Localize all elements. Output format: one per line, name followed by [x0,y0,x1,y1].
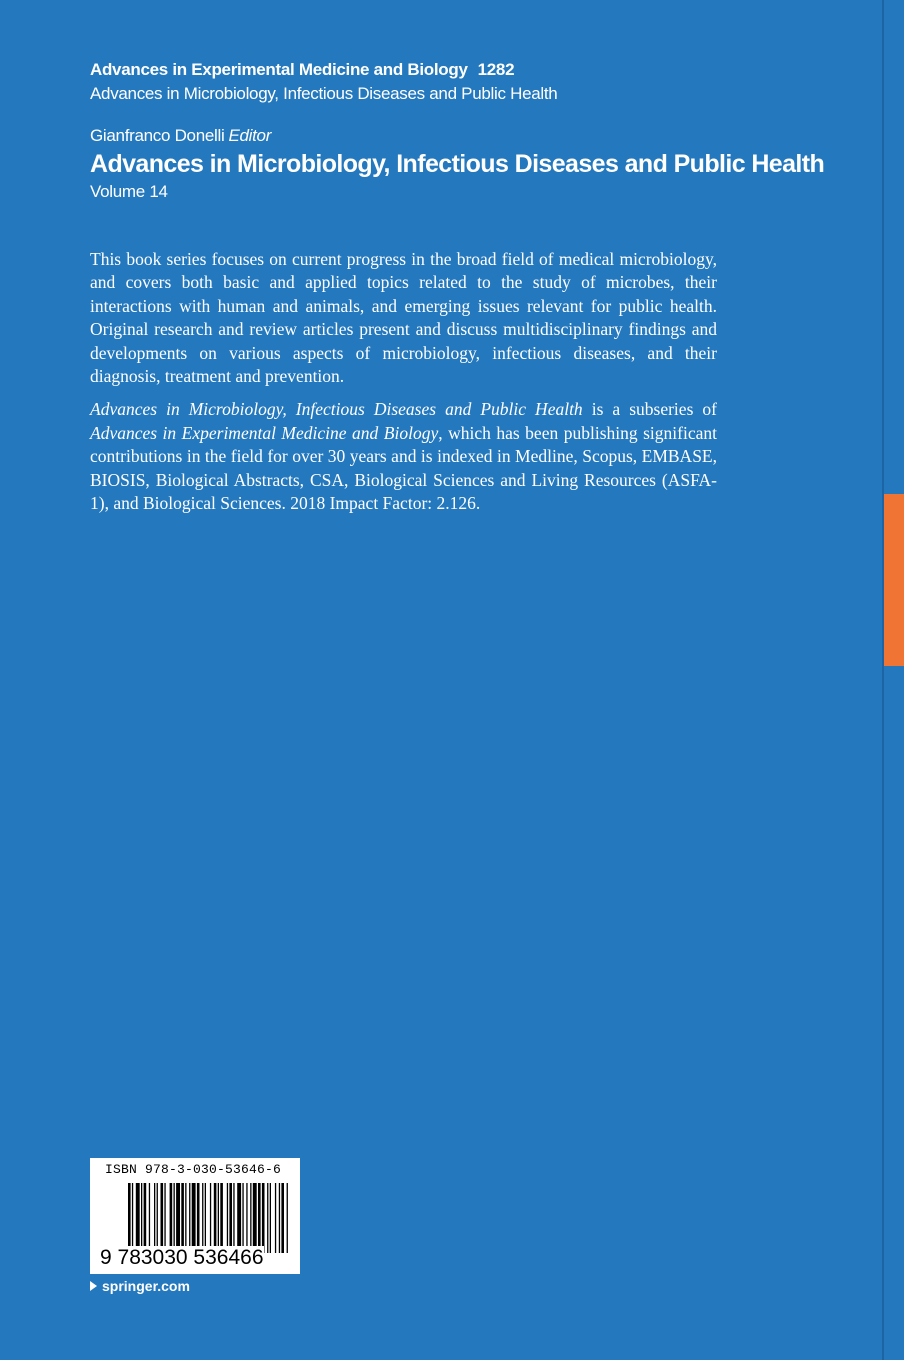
paragraph-text: , which has been publishing significant contributions in the field for over 30 years and is indexed in Medline, Scopus, EMBASE, BIOSIS, Biological Abstracts, CSA, Biological Sciences and Living Resources (ASFA-1), and Biological Sciences. 2018 Impact Factor: 2.126. [90,422,717,514]
isbn-label: ISBN 978-3-030-53646-6 [105,1162,282,1177]
subseries-title: Advances in Microbiology, Infectious Diseases and Public Health [90,84,558,103]
paragraph-text: is a subseries of [582,399,717,420]
spine-line [882,0,884,1360]
series-header [90,58,557,106]
subseries-name-italic: Advances in Microbiology, Infectious Diseases and Public Health [90,399,583,420]
editor-line [90,124,824,148]
description [90,248,717,525]
description-paragraph-2 [90,398,717,515]
accent-bar [884,494,904,666]
springer-link[interactable] [90,1278,190,1294]
springer-link-text: springer.com [102,1278,190,1294]
barcode-number: 9 783030 536466 [100,1246,264,1269]
book-title: Advances in Microbiology, Infectious Diseases and Public Health [90,150,825,178]
series-name-italic: Advances in Experimental Medicine and Biology [90,422,439,443]
series-number: 1282 [477,60,515,79]
volume-label: Volume 14 [90,182,168,201]
barcode-box [90,1158,300,1274]
series-title-line [90,58,557,82]
series-title: Advances in Experimental Medicine and Biology [90,60,468,79]
title-block [90,124,824,204]
description-paragraph-1: This book series focuses on current progress in the broad field of medical microbiology, and covers both basic and applied topics related to the study of microbes, their interactions with human and animals, and emerging issues relevant for public health. Original research and review articles present and discuss multidisciplinary findings and developments on various aspects of microbiology, infectious diseases, and their diagnosis, treatment and prevention. [90,249,717,387]
editor-name: Gianfranco Donelli [90,126,225,145]
editor-role: Editor [228,126,272,145]
play-icon [90,1281,97,1291]
